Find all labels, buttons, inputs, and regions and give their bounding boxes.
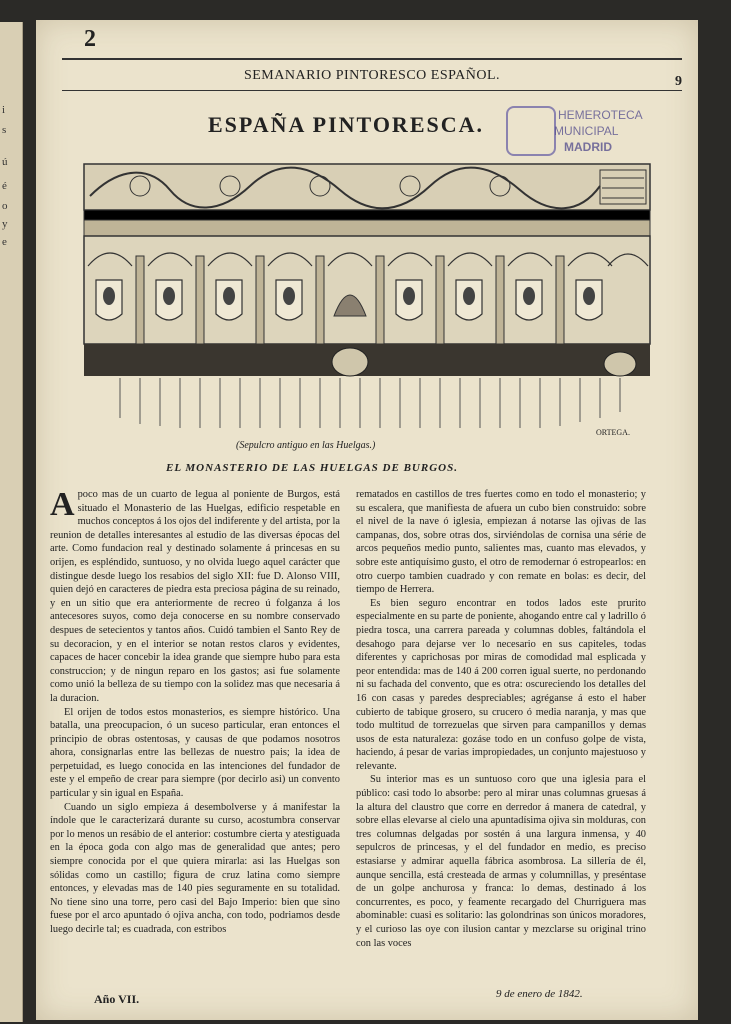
section-title: ESPAÑA PINTORESCA. xyxy=(207,112,484,137)
prev-page-fragment: s xyxy=(2,124,7,136)
prev-page-fragment: o xyxy=(2,200,8,212)
paragraph: El orijen de todos estos monasterios, es siempre histórico. Una batalla, una preocupacion, ó un suceso particular, eran entonces el principio de obras ostentosas, y causas de que podamos nosotros ahora, consignarlas entre las bellezas de nuestro pais; la idea de perpetuidad, es luego conocida en las intenciones del fundador de este y el empeño de crear para siempre (por decirlo asi) un convento particular y sin igual en España. xyxy=(50,706,340,800)
volume-year: Año VII. xyxy=(94,992,140,1006)
prev-page-fragment: y xyxy=(2,218,8,230)
paragraph xyxy=(50,488,340,706)
stamp-line: MUNICIPAL xyxy=(554,124,619,138)
header-rule-lower xyxy=(62,90,682,91)
drop-cap: A xyxy=(50,486,75,523)
newspaper-page xyxy=(36,20,698,1020)
prev-page-fragment: e xyxy=(2,236,7,248)
prev-page-fragment: é xyxy=(2,180,7,192)
paragraph-text: poco mas de un cuarto de legua al poniente de Burgos, está situado el Monasterio de las Huelgas, edificio respetable en muchos conceptos á los ojos del indiferente y del artista, por la reunion de detalles interesantes al estudio de las diversas épocas del arte. Como fundacion real y destinado solamente á princesas en su orijen, es espléndido, suntuoso, y no olvida luego aquel carácter que distingue desde luego los resabios del siglo XII: fue D. Alonso VIII, quien dejó en caracteres de piedra esta preciosa página de su reinado, y en un sitio que era anteriormente de recreo ú folganza á los antecesores suyos, como deja conocerse en su nombre conservado despues de setecientos y tantos años. Cuidó tambien el Santo Rey de su decoracion, y en el interior se notan restos claros y evidentes, capaces de hacer concebir la idea grande que siempre hubo para esta construccion; y de ningun reparo en los gastos; asi fue solamente como unió la belleza de su tiempo con la solidez mas que necesaria á la duracion. xyxy=(50,489,340,704)
paragraph: Cuando un siglo empieza á desembolverse y á manifestar la índole que le caracterizará durante su curso, acostumbra conservar por lo menos un resábio de el anterior: costumbre cierta y atestiguada en la época goda con algo mas de generalidad que antes; pero siempre conocida por el que quiera mirarla: asi las Huelgas son sólidas como un castillo; figura de cruz latina como siempre entonces, y elevadas mas de 140 pies seguramente en su totalidad. No tiene sino una torre, pero casi del Bajo Imperio: bien que sino fuese por el arco apuntado ó ojiva ancha, con todo, podriamos desde luego decirle tal; es cuadrada, con estribos xyxy=(50,801,340,935)
article-title: EL MONASTERIO DE LAS HUELGAS DE BURGOS. xyxy=(166,462,458,474)
prev-page-fragment: i xyxy=(2,104,6,116)
header-rule xyxy=(62,58,682,60)
paragraph: rematados en castillos de tres fuertes como en todo el monasterio; y su escalera, que manifiesta de afuera un cubo bien construido: sobre el nivel de la nave ó iglesia, empiezan á notarse las ojivas de las campanas, dos, sobre otras dos, sirviéndolas de cornisa una série de arcos pequeños medio punto, salientes mas, cuanto mas elevados, y sobre este antiquísimo gusto, el otro de remodernar ó estropearlos: en otro cuerpo tambien cuadrado y con remate en bolas: es decir, del tiempo de Herrera. xyxy=(356,489,646,596)
coat-of-arms-icon xyxy=(506,106,556,156)
text-column-left xyxy=(50,488,340,937)
journal-title: SEMANARIO PINTORESCO ESPAÑOL. xyxy=(243,68,501,83)
issue-date: 9 de enero de 1842. xyxy=(496,988,583,1000)
stamp-line: MADRID xyxy=(564,140,612,154)
previous-page-edge xyxy=(0,22,23,1022)
stamp-line: HEMEROTECA xyxy=(558,108,643,122)
paragraph: Su interior mas es un suntuoso coro que una iglesia para el público: casi todo lo absorbe: pero al mirar unas columnas gruesas á la altura del claustro que corre en derredor á manera de catedral, y sobre ellas elevarse al cielo una apuntadísima ojiva sin molduras, con tres columnas delgadas por sostén á una largura inmensa, y 40 sepulcros de princesas, y el del fundador en medio, es preciso estasiarse y admirar aquella fábrica asombrosa. La sillería de él, aunque sencilla, está cresteada de armas y columnillas, y preséntase de un golpe anchurosa y franca: lo demas, destinado á los concurrentes, es poco, y feamente recargado del Churriguera mas abominable: cuasi es solitario: las golondrinas son únicos moradores, y el curioso las oye con ilusion cantar y mezclarse su original trino con las voces xyxy=(356,774,646,949)
text-column-right xyxy=(356,488,646,950)
issue-mark: 9 xyxy=(675,74,682,89)
page-number: 2 xyxy=(84,26,96,52)
image-caption: (Sepulcro antiguo en las Huelgas.) xyxy=(236,440,376,451)
sepulchre-engraving xyxy=(80,156,658,436)
prev-page-fragment: ú xyxy=(2,156,8,168)
engraver-credit: ORTEGA. xyxy=(596,428,630,437)
paragraph: Es bien seguro encontrar en todos lados este prurito especialmente en su parte de poniente, ahogando entre cal y ladrillo ó piedra tosca, una carrera pareada y columnas dobles, faltándola el desahogo para dejarse ver lo necesario en sus capiteles, todas diferentes y caprichosas por miras de comodidad mal esplicada y peor entendida: mas de 140 á 200 corren igual suerte, no perdonando ni su fachada del convento, que es otra: oscureciendo los detalles del 16 con casas y paredes despreciables; agréganse á esto el haber cubierto de tabique grosero, su crucero ó media naranja, y mas que todo multitud de torrezuelas que sirven para campanillos y demas usos de esta naturaleza: gozáse todo en un confuso golpe de vista, haciendo, á pesar de varias impropiedades, un conjunto majestuoso y relevante. xyxy=(356,597,646,772)
library-stamp xyxy=(506,106,656,162)
